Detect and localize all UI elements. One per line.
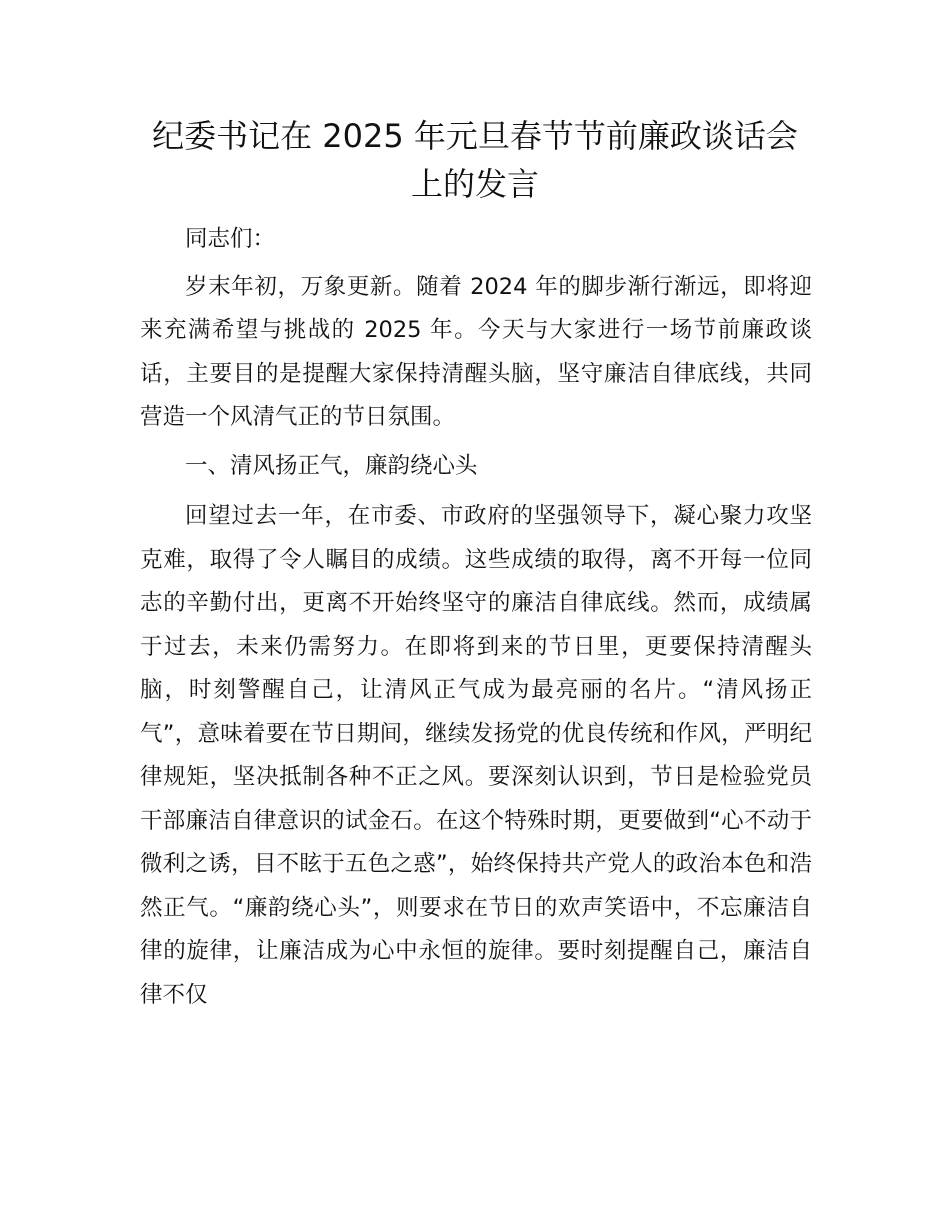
document-title: 纪委书记在 2025 年元旦春节节前廉政谈话会上的发言	[152, 117, 798, 203]
document-body	[140, 218, 812, 1017]
intro-paragraph: 岁末年初，万象更新。随着 2024 年的脚步渐行渐远，即将迎来充满希望与挑战的 2025 年。今天与大家进行一场节前廉政谈话，主要目的是提醒大家保持清醒头脑，坚守廉洁自律底线，共同营造一个风清气正的节日氛围。	[140, 273, 812, 430]
section-paragraph: 回望过去一年，在市委、市政府的坚强领导下，凝心聚力攻坚克难，取得了令人瞩目的成绩。这些成绩的取得，离不开每一位同志的辛勤付出，更离不开始终坚守的廉洁自律底线。然而，成绩属于过去，未来仍需努力。在即将到来的节日里，更要保持清醒头脑，时刻警醒自己，让清风正气成为最亮丽的名片。“清风扬正气”，意味着要在节日期间，继续发扬党的优良传统和作风，严明纪律规矩，坚决抵制各种不正之风。要深刻认识到，节日是检验党员干部廉洁自律意识的试金石。在这个特殊时期，更要做到“心不动于微利之诱，目不眩于五色之惑”，始终保持共产党人的政治本色和浩然正气。“廉韵绕心头”，则要求在节日的欢声笑语中，不忘廉洁自律的旋律，让廉洁成为心中永恒的旋律。要时刻提醒自己，廉洁自律不仅	[140, 503, 812, 1008]
salutation: 同志们：	[185, 226, 276, 252]
section-heading: 一、清风扬正气，廉韵绕心头	[185, 452, 478, 479]
